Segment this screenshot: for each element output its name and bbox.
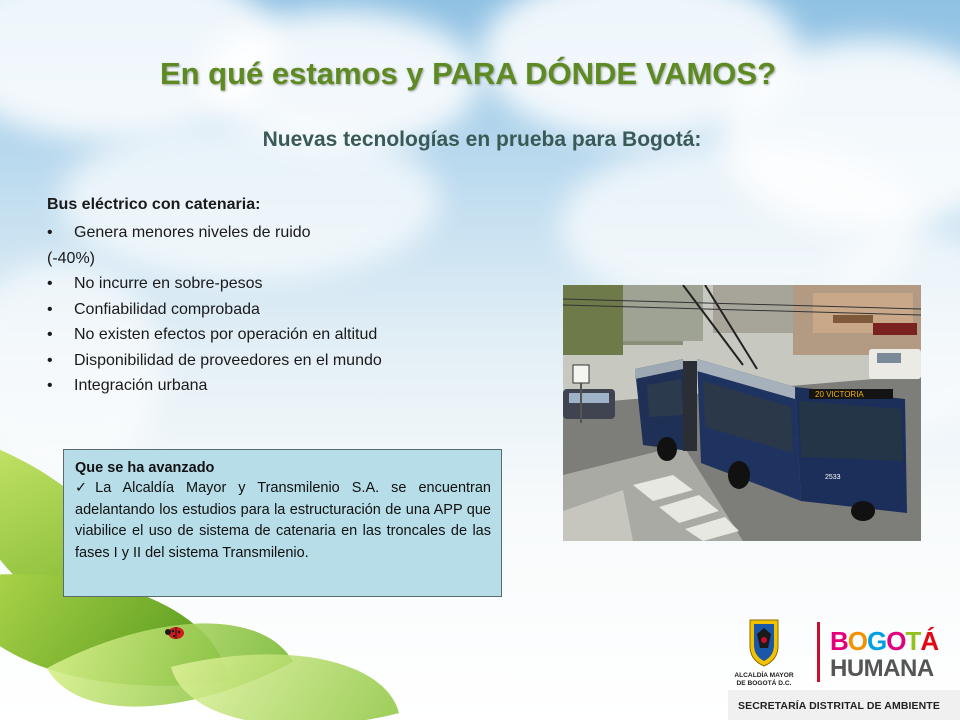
- bullet-text: Genera menores niveles de ruido: [74, 224, 311, 241]
- list-item: [47, 297, 547, 323]
- bogota-letter: G: [867, 626, 887, 656]
- bullet-dot: •: [47, 275, 53, 292]
- content-heading: Bus eléctrico con catenaria:: [47, 196, 261, 213]
- logos: [728, 616, 948, 688]
- progress-note-box: [63, 449, 502, 597]
- logo-divider: [817, 622, 820, 682]
- bullet-dot: •: [47, 377, 53, 394]
- route-sign: 20 VICTORIA: [815, 390, 864, 399]
- slide-title: En qué estamos y PARA DÓNDE VAMOS?: [159, 56, 777, 91]
- alcaldia-line-2: DE BOGOTÁ D.C.: [736, 680, 792, 687]
- checkmark-icon: ✓: [75, 480, 96, 496]
- list-item: [47, 348, 547, 374]
- footer-text: SECRETARÍA DISTRITAL DE AMBIENTE: [738, 700, 940, 712]
- ladybug-icon: [164, 624, 186, 640]
- bullet-text: Integración urbana: [74, 377, 208, 394]
- bullet-dot: •: [47, 351, 53, 369]
- bogota-letter: T: [905, 626, 921, 656]
- bogota-letter: O: [886, 626, 906, 656]
- list-item: [47, 322, 547, 348]
- alcaldia-line-1: ALCALDÍA MAYOR: [734, 672, 794, 679]
- box-body-text: La Alcaldía Mayor y Transmilenio S.A. se encuentran adelantando los estudios para la estructuración de una APP que viabilice el uso de sistema de catenaria en las troncales de las fases I y II del sistema Transmilenio.: [75, 480, 491, 561]
- bullet-content: [47, 196, 547, 399]
- bullet-text: No incurre en sobre-pesos: [74, 275, 263, 292]
- humana-wordmark: HUMANA: [830, 655, 934, 682]
- slide-subtitle: Nuevas tecnologías en prueba para Bogotá:: [262, 128, 702, 151]
- list-item: [47, 373, 547, 399]
- bogota-letter: O: [847, 626, 868, 656]
- bullet-text: No existen efectos por operación en altitud: [74, 326, 378, 343]
- bogota-letter: Á: [920, 626, 939, 656]
- box-body: [75, 478, 491, 564]
- bogota-wordmark: [830, 626, 939, 656]
- bullet-text: Disponibilidad de proveedores en el mundo: [74, 351, 382, 369]
- bullet-dot: •: [47, 224, 53, 241]
- box-title: Que se ha avanzado: [75, 460, 215, 476]
- bogota-letter: B: [830, 626, 848, 656]
- trolleybus-photo: [563, 285, 921, 541]
- bullet-continuation: (-40%): [47, 249, 96, 267]
- bus-number: 2533: [825, 474, 841, 481]
- bullet-dot: •: [47, 300, 53, 318]
- list-item: [47, 271, 547, 297]
- list-item: [47, 220, 547, 246]
- bullet-dot: •: [47, 326, 53, 343]
- bullet-text: Confiabilidad comprobada: [74, 300, 260, 318]
- alcaldia-coat-of-arms: [750, 620, 778, 666]
